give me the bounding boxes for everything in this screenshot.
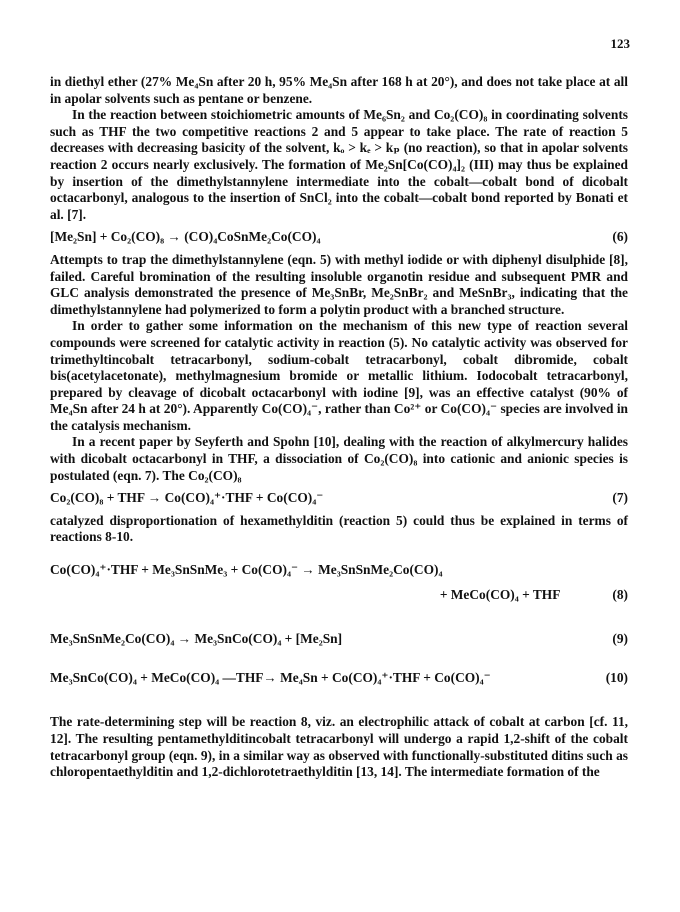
equation-8-text-2: + MeCo(CO)₄ + THF bbox=[439, 586, 561, 602]
paragraph-4: In order to gather some information on the mechanism of this new type of reaction several compounds were screened for catalytic activity in reaction (5). No catalytic activity was observed for trimethyltincobalt tetracarbonyl, sodium-cobalt tetracarbonyl, cobalt dibromide, cobalt bis(acetylacetonate), methylmagnesium bromide or metallic lithium. Iodocobalt tetracarbonyl, prepared by cleavage of dicobalt octacarbonyl with iodine [9], was an effective catalyst (90% of Me₄Sn after 24 h at 20°). Apparently Co(CO)₄⁻, rather than Co²⁺ or Co(CO)₄⁻ species are involved in the catalysis mechanism. bbox=[50, 318, 628, 433]
equation-7 bbox=[50, 490, 628, 507]
paragraph-3: Attempts to trap the dimethylstannylene (eqn. 5) with methyl iodide or with diphenyl disulphide [8], failed. Careful bromination of the resulting insoluble organotin residue and subsequent PMR and GLC analysis demonstrated the presence of Me₃SnBr, Me₂SnBr₂ and MeSnBr₃, indicating that the dimethylstannylene had polymerized to form a polytin product with a branched structure. bbox=[50, 251, 628, 317]
equation-8-text-1: Co(CO)₄⁺·THF + Me₃SnSnMe₃ + Co(CO)₄⁻ → Me₃SnSnMe₂Co(CO)₄ bbox=[50, 562, 443, 578]
equation-9-text: Me₃SnSnMe₂Co(CO)₄ → Me₃SnCo(CO)₄ + [Me₂Sn] bbox=[50, 631, 343, 647]
equation-8-number: (8) bbox=[612, 586, 628, 602]
paragraph-5: In a recent paper by Seyferth and Spohn [10], dealing with the reaction of alkylmercury halides with dicobalt octacarbonyl in THF, a dissociation of Co₂(CO)₈ into cationic and anionic species is postulated (eqn. 7). The Co₂(CO)₈ bbox=[50, 434, 628, 483]
paragraph-6: catalyzed disproportionation of hexamethylditin (reaction 5) could thus be explained in terms of reactions 8-10. bbox=[50, 512, 628, 545]
equation-10 bbox=[50, 670, 628, 687]
equation-9 bbox=[50, 631, 628, 648]
equation-7-number: (7) bbox=[612, 490, 628, 506]
equation-7-text: Co₂(CO)₈ + THF → Co(CO)₄⁺·THF + Co(CO)₄⁻ bbox=[50, 490, 324, 506]
equation-8 bbox=[50, 562, 628, 603]
equation-10-number: (10) bbox=[605, 669, 628, 685]
equation-8-line-1 bbox=[50, 562, 628, 579]
page-number: 123 bbox=[610, 36, 630, 51]
equation-6 bbox=[50, 229, 628, 246]
equation-9-number: (9) bbox=[612, 631, 628, 647]
paragraph-1: in diethyl ether (27% Me₄Sn after 20 h, 95% Me₄Sn after 168 h at 20°), and does not take place at all in apolar solvents such as pentane or benzene. bbox=[50, 74, 628, 106]
equation-6-number: (6) bbox=[612, 229, 628, 245]
paragraph-7: The rate-determining step will be reaction 8, viz. an electrophilic attack of cobalt at carbon [cf. 11, 12]. The resulting pentamethylditincobalt tetracarbonyl will undergo a rapid 1,2-shift of the cobalt tetracarbonyl group (eqn. 9), in a similar way as observed with functionally-substituted ditins such as chloropentaethylditin and 1,2-dichlorotetraethylditin [13, 14]. The intermediate formation of the bbox=[50, 714, 628, 780]
page-body bbox=[50, 74, 628, 781]
equation-10-text: Me₃SnCo(CO)₄ + MeCo(CO)₄ —THF→ Me₄Sn + Co(CO)₄⁺·THF + Co(CO)₄⁻ bbox=[50, 669, 491, 685]
paragraph-2: In the reaction between stoichiometric amounts of Me₆Sn₂ and Co₂(CO)₈ in coordinating solvents such as THF the two competitive reactions 2 and 5 appear to take place. The rate of reaction 5 decreases with decreasing basicity of the solvent, kₒ > kₑ > kₚ (no reaction), so that in apolar solvents reaction 2 occurs nearly exclusively. The formation of Me₂Sn[Co(CO)₄]₂ (III) may thus be explained by insertion of the dimethylstannylene intermediate into the cobalt—cobalt bond of dicobalt octacarbonyl, analogous to the insertion of SnCl₂ into the cobalt—cobalt bond reported by Bonati et al. [7]. bbox=[50, 107, 628, 222]
equation-8-line-2 bbox=[50, 587, 628, 604]
equation-6-text: [Me₂Sn] + Co₂(CO)₈ → (CO)₄CoSnMe₂Co(CO)₄ bbox=[50, 229, 321, 245]
